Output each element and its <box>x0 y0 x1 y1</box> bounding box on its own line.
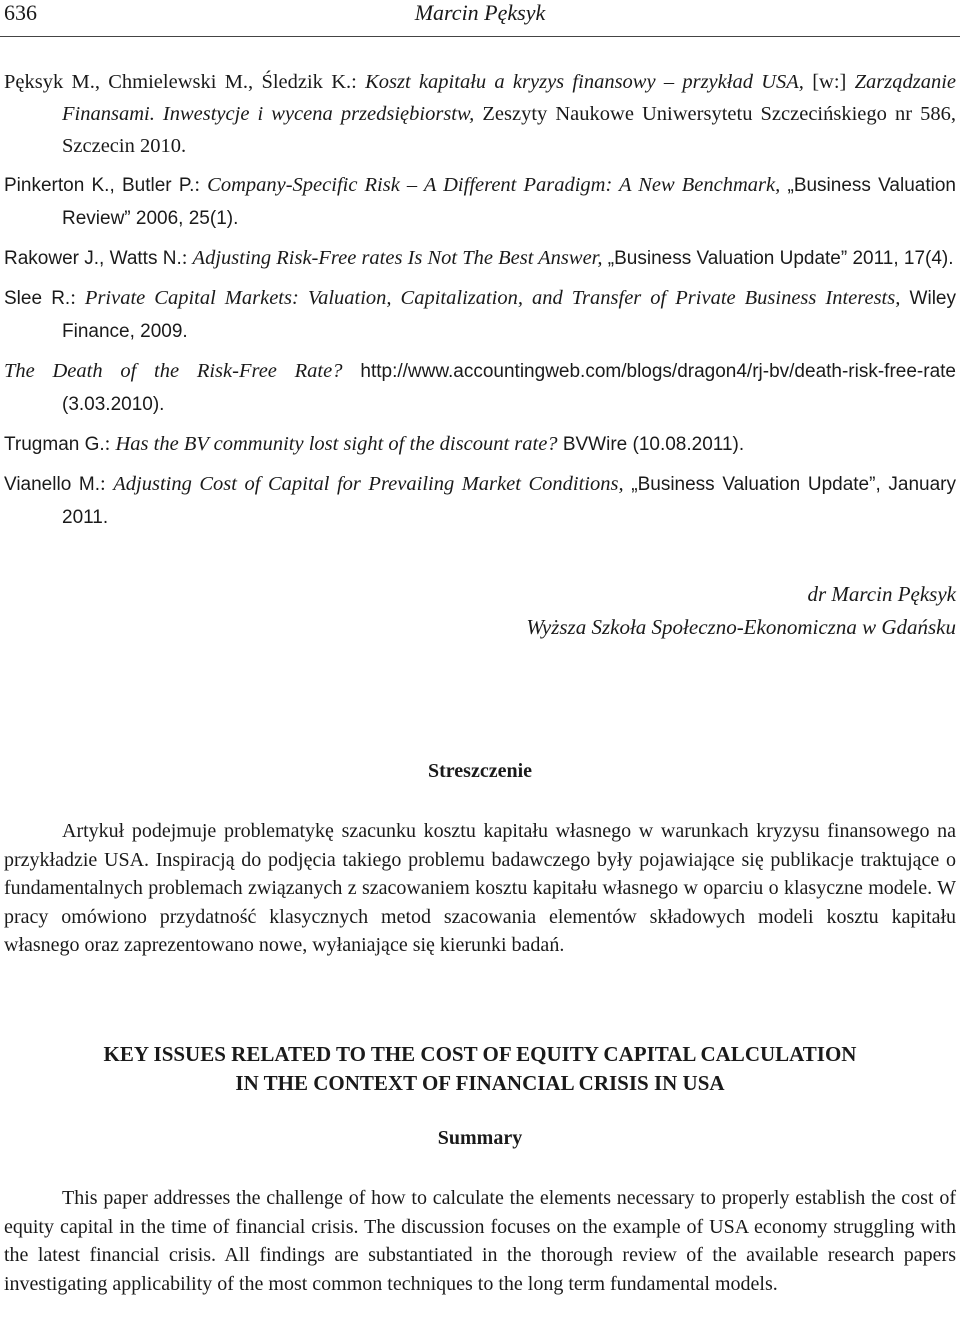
reference-title: Private Capital Markets: Valuation, Capitalization, and Transfer of Private Business Interests, <box>84 287 901 309</box>
author-signature <box>526 578 956 644</box>
reference-in: [w:] <box>803 71 855 93</box>
reference-title: Koszt kapitału a kryzys finansowy – przykład USA, <box>365 71 804 93</box>
reference-authors: Vianello M. <box>4 474 101 495</box>
reference-colon: : <box>70 287 85 309</box>
reference-authors: Slee R. <box>4 288 71 309</box>
author-affiliation: Wyższa Szkoła Społeczno-Ekonomiczna w Gdańsku <box>526 615 956 639</box>
author-name: dr Marcin Pęksyk <box>807 582 956 606</box>
reference-authors: Trugman G. <box>4 434 105 455</box>
reference-item <box>4 66 956 162</box>
english-title <box>0 1040 960 1098</box>
reference-item <box>4 355 956 421</box>
english-title-line-2: IN THE CONTEXT OF FINANCIAL CRISIS IN USA <box>235 1071 725 1095</box>
header-divider <box>0 36 960 37</box>
reference-colon: : <box>104 433 116 455</box>
reference-details: http://www.accountingweb.com/blogs/dragon4/rj-bv/death-risk-free-rate (3.03.2010). <box>62 361 956 415</box>
reference-authors: Rakower J., Watts N. <box>4 248 182 269</box>
reference-colon: : <box>181 247 193 269</box>
reference-title: The Death of the Risk-Free Rate? <box>4 360 343 382</box>
reference-colon: : <box>100 473 114 495</box>
reference-item <box>4 468 956 534</box>
reference-authors: Pinkerton K., Butler P. <box>4 175 195 196</box>
reference-details: BVWire (10.08.2011). <box>557 434 745 455</box>
reference-details: „Business Valuation Update” 2011, 17(4). <box>602 248 954 269</box>
reference-title: Adjusting Risk-Free rates Is Not The Best Answer, <box>192 247 603 269</box>
streszczenie-body: Artykuł podejmuje problematykę szacunku kosztu kapitału własnego w warunkach kryzysu finansowego na przykładzie USA. Inspiracją do podjęcia takiego problemu badawczego były pojawiające się publikacje traktujące o fundamentalnych problemach związanych z szacowaniem kosztu kapitału własnego w oparciu o klasyczne modele. W pracy omówiono przydatność klasycznych metod szacowania elementów składowych modeli kosztu kapitału własnego oraz zaprezentowano nowe, wyłaniające się kierunki badań. <box>4 820 956 956</box>
reference-details: Wiley Finance, 2009. <box>62 288 956 342</box>
reference-title: Company-Specific Risk – A Different Paradigm: A New Benchmark, <box>207 174 781 196</box>
reference-item <box>4 169 956 235</box>
reference-source: Zarządzanie Finansami. Inwestycje i wycena przedsiębiorstw, <box>62 71 957 125</box>
reference-authors: Pęksyk M., Chmielewski M., Śledzik K.: <box>4 71 366 93</box>
reference-title: Adjusting Cost of Capital for Prevailing Market Conditions, <box>113 473 624 495</box>
reference-item <box>4 242 956 275</box>
reference-details: „Business Valuation Review” 2006, 25(1). <box>62 175 956 229</box>
page-number: 636 <box>4 0 37 25</box>
reference-item <box>4 428 956 461</box>
reference-colon: : <box>194 174 208 196</box>
english-title-line-1: KEY ISSUES RELATED TO THE COST OF EQUITY CAPITAL CALCULATION <box>103 1042 857 1066</box>
page-header <box>0 0 960 30</box>
streszczenie-heading: Streszczenie <box>427 760 533 782</box>
reference-item <box>4 282 956 348</box>
running-head: Marcin Pęksyk <box>414 0 546 25</box>
reference-title: Has the BV community lost sight of the discount rate? <box>115 433 558 455</box>
summary-body: This paper addresses the challenge of how to calculate the elements necessary to properly establish the cost of equity capital in the time of financial crisis. The discussion focuses on the example of USA economy struggling with the latest financial crisis. All findings are substantiated in the thorough review of the available research papers investigating applicability of the most common techniques to the long term fundamental models. <box>4 1187 956 1295</box>
reference-details: Zeszyty Naukowe Uniwersytetu Szczecińskiego nr 586, Szczecin 2010. <box>62 103 957 157</box>
bibliography <box>4 66 956 541</box>
summary-heading: Summary <box>437 1127 523 1149</box>
reference-details: „Business Valuation Update”, January 2011. <box>62 474 956 528</box>
